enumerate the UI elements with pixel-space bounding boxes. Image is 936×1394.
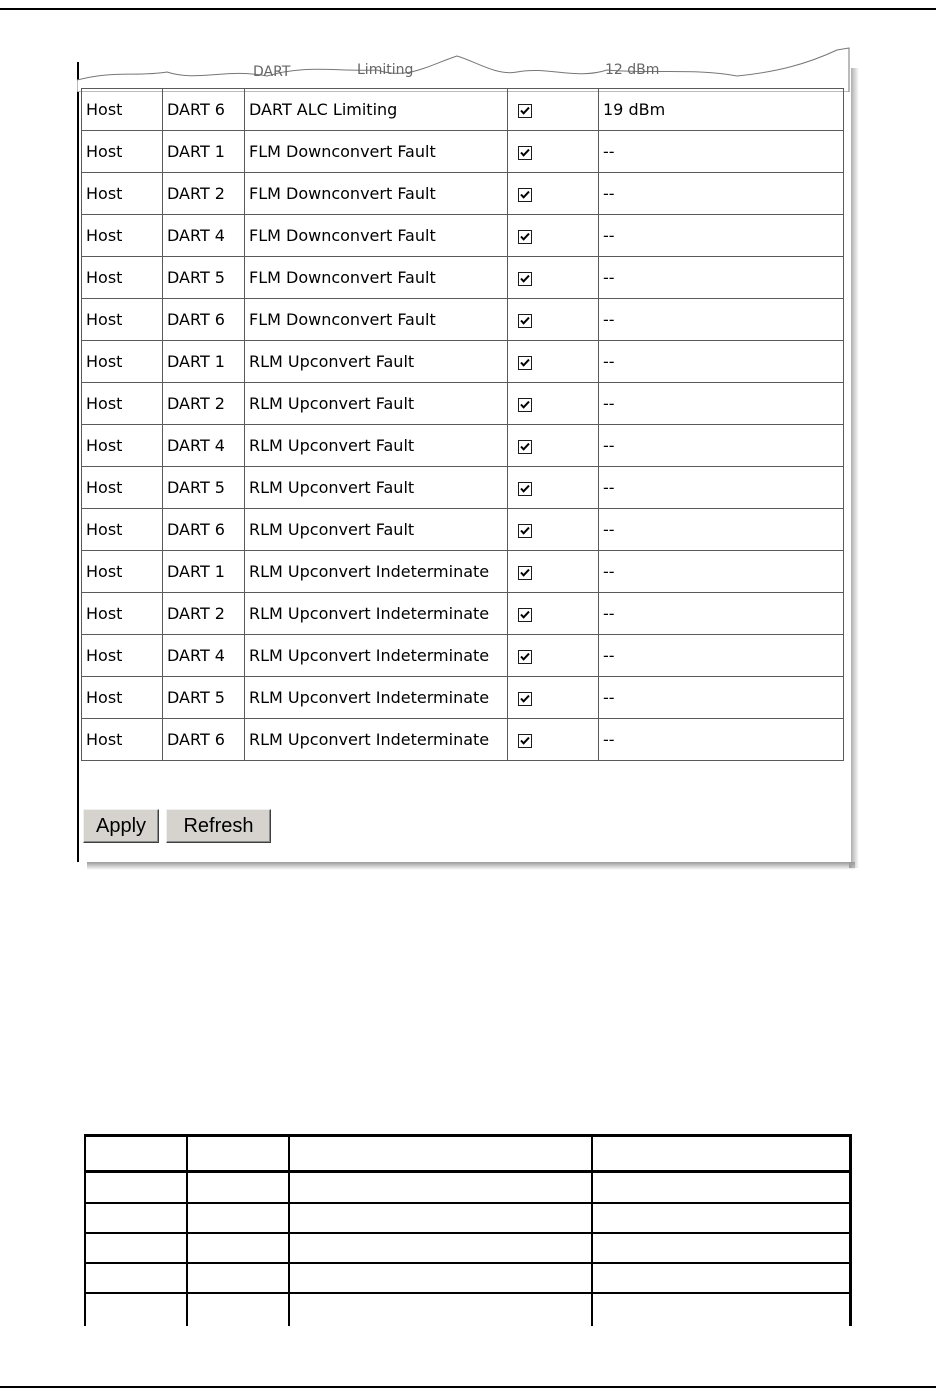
table-row (82, 467, 844, 509)
alarm-name-cell: RLM Upconvert Fault (245, 509, 508, 551)
alarm-name-cell: FLM Downconvert Fault (245, 299, 508, 341)
torn-device-text: DART (253, 64, 291, 80)
checkbox-checked-icon[interactable] (518, 230, 532, 244)
source-cell: Host (82, 383, 163, 425)
threshold-cell: -- (599, 299, 844, 341)
source-cell: Host (82, 719, 163, 761)
enabled-cell[interactable] (508, 215, 599, 257)
alarm-name-cell: RLM Upconvert Indeterminate (245, 677, 508, 719)
threshold-cell: -- (599, 635, 844, 677)
source-cell: Host (82, 173, 163, 215)
source-cell: Host (82, 593, 163, 635)
checkbox-checked-icon[interactable] (518, 314, 532, 328)
enabled-cell[interactable] (508, 383, 599, 425)
source-cell: Host (82, 677, 163, 719)
table-row (82, 89, 844, 131)
alarm-name-cell: FLM Downconvert Fault (245, 215, 508, 257)
device-cell: DART 4 (163, 425, 245, 467)
source-cell: Host (82, 635, 163, 677)
checkbox-checked-icon[interactable] (518, 692, 532, 706)
panel-shadow-bottom (87, 862, 855, 870)
alarm-name-cell: RLM Upconvert Indeterminate (245, 719, 508, 761)
table-row (82, 173, 844, 215)
source-cell: Host (82, 131, 163, 173)
source-cell: Host (82, 257, 163, 299)
table-col-border (186, 1134, 188, 1326)
alarm-name-cell: RLM Upconvert Indeterminate (245, 635, 508, 677)
device-cell: DART 1 (163, 551, 245, 593)
alarm-name-cell: RLM Upconvert Indeterminate (245, 593, 508, 635)
device-cell: DART 2 (163, 593, 245, 635)
source-cell: Host (82, 89, 163, 131)
checkbox-checked-icon[interactable] (518, 482, 532, 496)
page-top-rule (0, 8, 936, 10)
table-header-border (84, 1170, 852, 1173)
table-row (82, 215, 844, 257)
threshold-cell: -- (599, 425, 844, 467)
threshold-cell: -- (599, 467, 844, 509)
table-col-border (288, 1134, 290, 1326)
table-row-border (84, 1292, 852, 1294)
table-row-border (84, 1262, 852, 1264)
table-top-border (84, 1134, 852, 1137)
table-row (82, 257, 844, 299)
checkbox-checked-icon[interactable] (518, 650, 532, 664)
table-col-border (849, 1134, 852, 1326)
source-cell: Host (82, 551, 163, 593)
enabled-cell[interactable] (508, 131, 599, 173)
table-row-border (84, 1202, 852, 1204)
threshold-cell: -- (599, 383, 844, 425)
checkbox-checked-icon[interactable] (518, 608, 532, 622)
checkbox-checked-icon[interactable] (518, 734, 532, 748)
enabled-cell[interactable] (508, 551, 599, 593)
enabled-cell[interactable] (508, 467, 599, 509)
alarm-name-cell: RLM Upconvert Fault (245, 341, 508, 383)
checkbox-checked-icon[interactable] (518, 188, 532, 202)
table-row (82, 719, 844, 761)
device-cell: DART 1 (163, 131, 245, 173)
alarm-name-cell: FLM Downconvert Fault (245, 173, 508, 215)
checkbox-checked-icon[interactable] (518, 398, 532, 412)
alarm-name-cell: RLM Upconvert Fault (245, 467, 508, 509)
torn-threshold-text: 12 dBm (605, 62, 660, 78)
enabled-cell[interactable] (508, 341, 599, 383)
table-row (82, 131, 844, 173)
device-cell: DART 5 (163, 677, 245, 719)
threshold-cell: -- (599, 551, 844, 593)
alarm-name-cell: RLM Upconvert Fault (245, 425, 508, 467)
threshold-cell: 19 dBm (599, 89, 844, 131)
source-cell: Host (82, 425, 163, 467)
source-cell: Host (82, 509, 163, 551)
table-row (82, 593, 844, 635)
enabled-cell[interactable] (508, 299, 599, 341)
table-row (82, 677, 844, 719)
alarm-name-cell: DART ALC Limiting (245, 89, 508, 131)
empty-document-table (84, 1134, 852, 1326)
device-cell: DART 1 (163, 341, 245, 383)
device-cell: DART 5 (163, 257, 245, 299)
device-cell: DART 6 (163, 719, 245, 761)
alarm-name-cell: RLM Upconvert Indeterminate (245, 551, 508, 593)
table-row (82, 299, 844, 341)
threshold-cell: -- (599, 173, 844, 215)
source-cell: Host (82, 467, 163, 509)
alarm-name-cell: FLM Downconvert Fault (245, 257, 508, 299)
enabled-cell[interactable] (508, 89, 599, 131)
table-col-border (591, 1134, 593, 1326)
alarm-config-table (81, 88, 844, 761)
enabled-cell[interactable] (508, 173, 599, 215)
threshold-cell: -- (599, 509, 844, 551)
table-row-border (84, 1232, 852, 1234)
table-row (82, 383, 844, 425)
threshold-cell: -- (599, 341, 844, 383)
source-cell: Host (82, 215, 163, 257)
page-bottom-rule (0, 1386, 936, 1388)
checkbox-checked-icon[interactable] (518, 566, 532, 580)
checkbox-checked-icon[interactable] (518, 524, 532, 538)
device-cell: DART 5 (163, 467, 245, 509)
table-row (82, 341, 844, 383)
alarm-name-cell: RLM Upconvert Fault (245, 383, 508, 425)
checkbox-checked-icon[interactable] (518, 272, 532, 286)
apply-button[interactable]: Apply (83, 809, 159, 843)
threshold-cell: -- (599, 257, 844, 299)
enabled-cell[interactable] (508, 635, 599, 677)
source-cell: Host (82, 341, 163, 383)
source-cell: Host (82, 299, 163, 341)
enabled-cell[interactable] (508, 425, 599, 467)
torn-edge-row (77, 42, 851, 92)
threshold-cell: -- (599, 677, 844, 719)
table-col-border (84, 1134, 86, 1326)
threshold-cell: -- (599, 593, 844, 635)
checkbox-checked-icon[interactable] (518, 146, 532, 160)
device-cell: DART 6 (163, 89, 245, 131)
enabled-cell[interactable] (508, 257, 599, 299)
enabled-cell[interactable] (508, 509, 599, 551)
checkbox-checked-icon[interactable] (518, 440, 532, 454)
device-cell: DART 4 (163, 215, 245, 257)
alarm-name-cell: FLM Downconvert Fault (245, 131, 508, 173)
device-cell: DART 4 (163, 635, 245, 677)
table-row (82, 509, 844, 551)
enabled-cell[interactable] (508, 719, 599, 761)
device-cell: DART 6 (163, 509, 245, 551)
refresh-button[interactable]: Refresh (166, 809, 271, 843)
device-cell: DART 2 (163, 383, 245, 425)
device-cell: DART 6 (163, 299, 245, 341)
threshold-cell: -- (599, 131, 844, 173)
checkbox-checked-icon[interactable] (518, 356, 532, 370)
table-row (82, 425, 844, 467)
table-row (82, 551, 844, 593)
enabled-cell[interactable] (508, 677, 599, 719)
threshold-cell: -- (599, 719, 844, 761)
torn-alarm-text: Limiting (357, 62, 414, 78)
threshold-cell: -- (599, 215, 844, 257)
table-row (82, 635, 844, 677)
checkbox-checked-icon[interactable] (518, 104, 532, 118)
device-cell: DART 2 (163, 173, 245, 215)
enabled-cell[interactable] (508, 593, 599, 635)
